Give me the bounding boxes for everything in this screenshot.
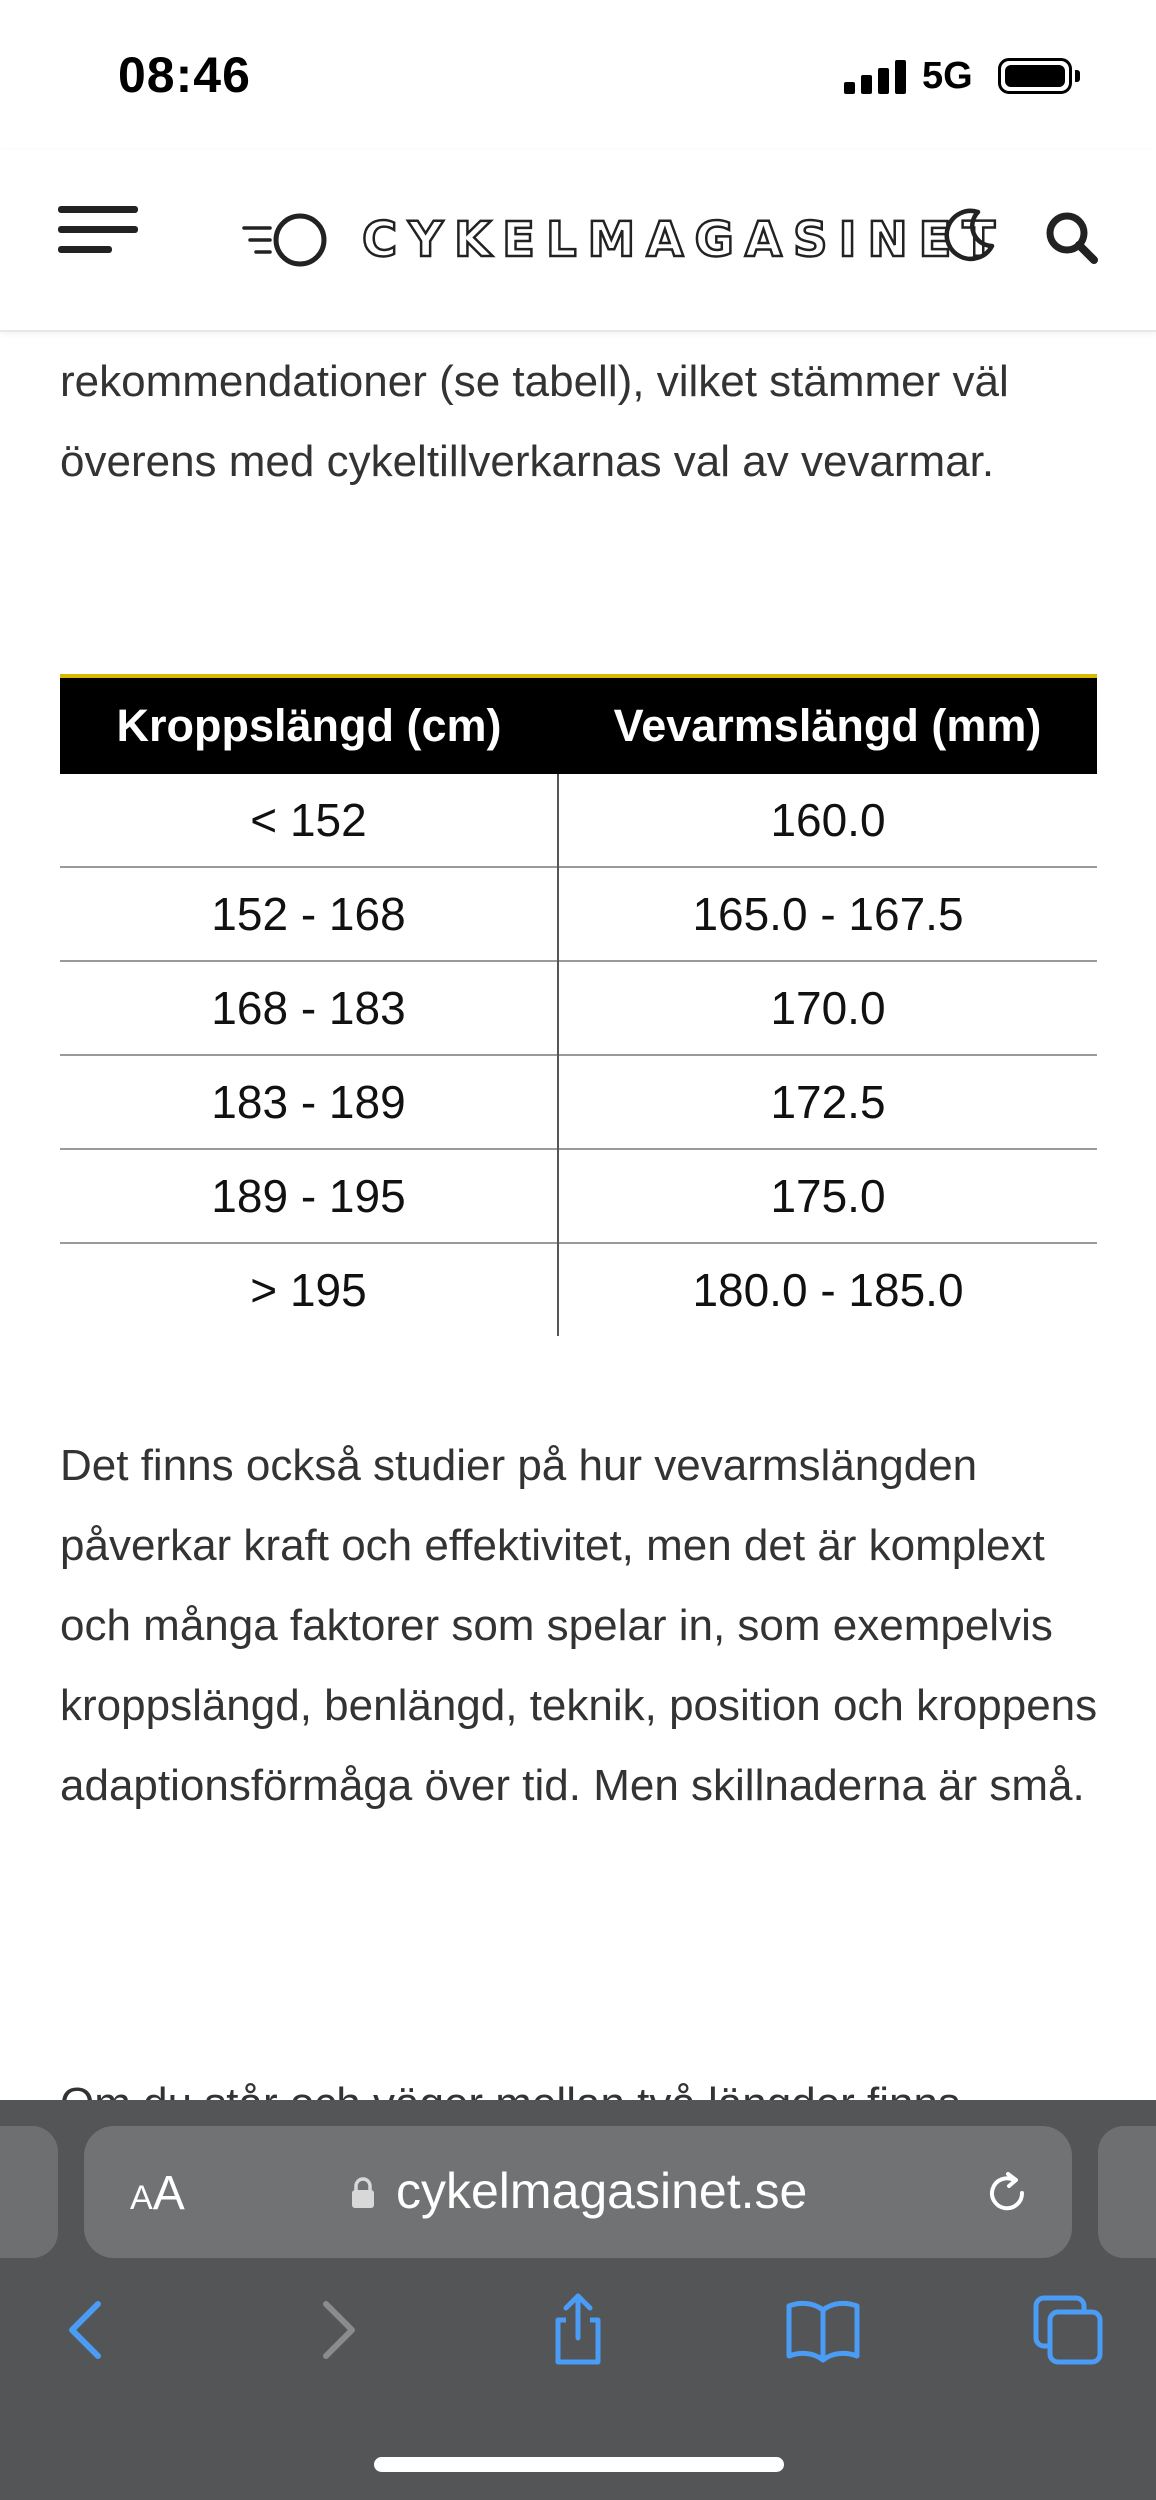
- table-cell-crank: 175.0: [558, 1149, 1097, 1243]
- logo-text: CYKELMAGASINET: [362, 212, 1007, 268]
- status-bar: [0, 0, 1156, 150]
- battery-icon: [998, 58, 1072, 94]
- search-icon[interactable]: [1042, 208, 1102, 268]
- table-cell-crank: 160.0: [770, 794, 886, 846]
- battery-tip: [1075, 70, 1080, 82]
- browser-toolbar: [0, 2100, 1156, 2500]
- table-row: [60, 774, 1097, 867]
- back-icon[interactable]: [48, 2290, 128, 2370]
- table-cell-height: 189 - 195: [60, 1149, 558, 1243]
- crank-length-table: [60, 674, 1097, 1336]
- forward-icon[interactable]: [296, 2290, 376, 2370]
- table-cell-height: 168 - 183: [60, 961, 558, 1055]
- column-header-body-height: Kroppslängd (cm): [60, 676, 558, 774]
- table-cell-crank: 165.0 - 167.5: [558, 867, 1097, 961]
- next-tab-preview[interactable]: [1098, 2126, 1156, 2258]
- url-text[interactable]: cykelmagasinet.se: [396, 2163, 808, 2219]
- table-cell-height: < 152: [60, 774, 558, 867]
- table-cell-height: 183 - 189: [60, 1055, 558, 1149]
- dark-mode-icon[interactable]: [940, 204, 1000, 264]
- table-cell-crank: 180.0 - 185.0: [558, 1243, 1097, 1336]
- table-cell-crank: 172.5: [558, 1055, 1097, 1149]
- reader-options-button[interactable]: AA: [130, 2167, 185, 2220]
- previous-tab-preview[interactable]: [0, 2126, 58, 2258]
- article-paragraph-studies: Det finns också studier på hur vevarmslängden påverkar kraft och effektivitet, men det är komplext och många faktorer som spelar in, som exempelvis kroppslängd, benlängd, teknik, position och kroppens adaptionsförmåga över tid. Men skillnaderna är små.: [60, 1441, 1098, 1810]
- reload-icon[interactable]: [980, 2166, 1034, 2220]
- network-type: 5G: [922, 55, 973, 97]
- table-cell-crank: 170.0: [558, 961, 1097, 1055]
- home-indicator: [374, 2457, 784, 2472]
- site-header: [0, 150, 1156, 332]
- tabs-icon[interactable]: [1028, 2290, 1108, 2370]
- menu-icon[interactable]: [58, 206, 138, 266]
- table-row: [60, 1149, 1097, 1243]
- bookmarks-icon[interactable]: [783, 2290, 863, 2370]
- share-icon[interactable]: [538, 2290, 618, 2370]
- table-row: [60, 1055, 1097, 1149]
- signal-strength-icon: [844, 60, 906, 94]
- article-paragraph-intro: rekommendationer (se tabell), vilket stämmer väl överens med cykeltillverkarnas val av vevarmar.: [60, 357, 1009, 486]
- table-cell-height: > 195: [60, 1243, 558, 1336]
- table-cell-height: 152 - 168: [60, 867, 558, 961]
- status-time: 08:46: [118, 47, 251, 103]
- address-bar[interactable]: [84, 2126, 1072, 2258]
- browser-nav-row: [0, 2290, 1156, 2390]
- table-row: [60, 1243, 1097, 1336]
- table-header-row: [60, 676, 1097, 774]
- column-header-crank-length: Vevarmslängd (mm): [558, 676, 1097, 774]
- site-logo[interactable]: [240, 205, 1006, 275]
- table-row: [60, 961, 1097, 1055]
- table-row: [60, 867, 1097, 961]
- lock-icon: [350, 2176, 376, 2210]
- logo-icon: [240, 210, 336, 270]
